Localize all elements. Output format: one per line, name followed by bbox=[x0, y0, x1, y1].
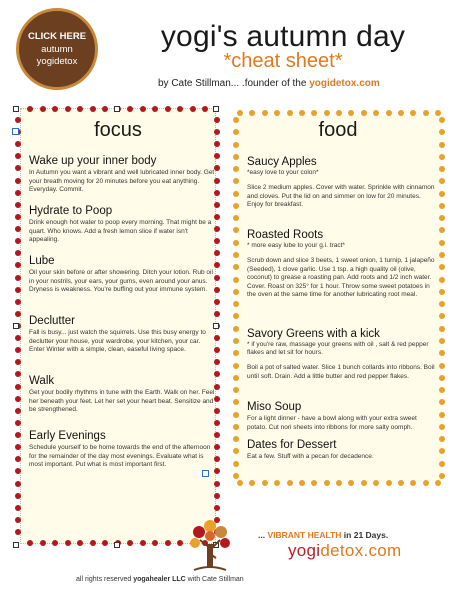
decorative-dot bbox=[214, 275, 220, 281]
decorative-dot bbox=[299, 110, 305, 116]
decorative-dot bbox=[77, 106, 83, 112]
decorative-dot bbox=[423, 110, 429, 116]
decorative-dot bbox=[214, 250, 220, 256]
decorative-dot bbox=[336, 480, 342, 486]
food-section bbox=[247, 228, 437, 300]
decorative-dot bbox=[439, 289, 445, 295]
decorative-dot bbox=[373, 480, 379, 486]
footer-logo-part1: yogi bbox=[288, 541, 321, 560]
decorative-dot bbox=[214, 287, 220, 293]
decorative-dot bbox=[439, 240, 445, 246]
focus-section bbox=[29, 314, 215, 355]
focus-heading: focus bbox=[94, 119, 142, 141]
decorative-dot bbox=[214, 141, 220, 147]
decorative-dot bbox=[214, 262, 220, 268]
decorative-dot bbox=[214, 493, 220, 499]
decorative-dot bbox=[233, 375, 239, 381]
decorative-dot bbox=[439, 473, 445, 479]
focus-section-title: Lube bbox=[29, 255, 55, 267]
food-section-title: Savory Greens with a kick bbox=[247, 328, 380, 340]
decorative-dot bbox=[214, 408, 220, 414]
decorative-dot bbox=[152, 540, 158, 546]
decorative-dot bbox=[15, 481, 21, 487]
decorative-dot bbox=[165, 106, 171, 112]
decorative-dot bbox=[214, 190, 220, 196]
decorative-dot bbox=[439, 350, 445, 356]
focus-section bbox=[29, 374, 215, 415]
decorative-dot bbox=[439, 461, 445, 467]
food-section-body: For a light dinner - have a bowl along with your extra sweet potato. Cut nori sheets into ribbons for more salty oomph. bbox=[247, 415, 417, 431]
resize-handle[interactable] bbox=[213, 106, 219, 112]
decorative-dot bbox=[233, 240, 239, 246]
decorative-dot bbox=[214, 481, 220, 487]
decorative-dot bbox=[233, 363, 239, 369]
food-section-body: Slice 2 medium apples. Cover with water. Sprinkle with cinnamon and cloves. Put the lid on and simmer on low for 20 minutes. Enjoy for breakfast. bbox=[247, 184, 435, 208]
resize-handle[interactable] bbox=[13, 542, 19, 548]
decorative-dot bbox=[15, 396, 21, 402]
byline-prefix: by Cate Stillman... .founder of the bbox=[158, 78, 310, 89]
food-section-body: Scrub down and slice 3 beets, 1 sweet onion, 1 turnip, 1 jalapeño (Seeded), 1 clove garlic. Use 1 tsp. a high quality oil (olive, coconut) to grease a roasting pan. Add roots and 1/2 inch water. Cover. Roast on 325° for 1 hour. Throw some sweet potatoes in the oven at the same time for another lubricating root meal. bbox=[247, 257, 435, 298]
focus-section-body: Drink enough hot water to poop every morning. That might be a quart. Who knows. Add a fresh lemon slice if water isn't appealing. bbox=[29, 219, 212, 243]
decorative-dot bbox=[177, 106, 183, 112]
decorative-dot bbox=[27, 540, 33, 546]
decorative-dot bbox=[127, 106, 133, 112]
focus-section-body: Fall is busy... just watch the squirrels. Use this busy energy to declutter your house, your wardrobe, your kitchen, your car. Enter Winter with a simple, clean, easeful living space. bbox=[29, 329, 206, 353]
badge-line-2: autumn bbox=[41, 44, 73, 55]
food-section bbox=[247, 438, 437, 462]
decorative-dot bbox=[52, 540, 58, 546]
decorative-dot bbox=[140, 540, 146, 546]
decorative-dot bbox=[439, 375, 445, 381]
byline bbox=[158, 78, 380, 89]
decorative-dot bbox=[439, 215, 445, 221]
focus-section-body: In Autumn you want a vibrant and well lubricated inner body. Get your breath moving for 20 minutes before you eat anything. Everyday. Commit. bbox=[29, 169, 215, 193]
decorative-dot bbox=[15, 117, 21, 123]
decorative-dot bbox=[233, 252, 239, 258]
decorative-dot bbox=[214, 311, 220, 317]
decorative-dot bbox=[233, 154, 239, 160]
resize-handle[interactable] bbox=[13, 323, 19, 329]
decorative-dot bbox=[386, 480, 392, 486]
decorative-dot bbox=[233, 338, 239, 344]
decorative-dot bbox=[214, 299, 220, 305]
focus-section-title: Early Evenings bbox=[29, 430, 106, 442]
food-section-title: Dates for Dessert bbox=[247, 439, 337, 451]
decorative-dot bbox=[249, 480, 255, 486]
decorative-dot bbox=[214, 456, 220, 462]
decorative-dot bbox=[435, 480, 441, 486]
decorative-dot bbox=[439, 129, 445, 135]
decorative-dot bbox=[214, 468, 220, 474]
decorative-dot bbox=[423, 480, 429, 486]
decorative-dot bbox=[15, 408, 21, 414]
decorative-dot bbox=[439, 252, 445, 258]
decorative-dot bbox=[15, 287, 21, 293]
decorative-dot bbox=[233, 203, 239, 209]
decorative-dot bbox=[214, 432, 220, 438]
decorative-dot bbox=[439, 117, 445, 123]
decorative-dot bbox=[15, 178, 21, 184]
decorative-dot bbox=[287, 110, 293, 116]
link-anchor-icon[interactable] bbox=[202, 470, 209, 477]
decorative-dot bbox=[15, 493, 21, 499]
decorative-dot bbox=[410, 480, 416, 486]
decorative-dot bbox=[214, 384, 220, 390]
decorative-dot bbox=[214, 226, 220, 232]
decorative-dot bbox=[439, 363, 445, 369]
focus-section-title: Hydrate to Poop bbox=[29, 205, 113, 217]
decorative-dot bbox=[439, 338, 445, 344]
decorative-dot bbox=[233, 277, 239, 283]
rights-suffix: with Cate Stillman bbox=[185, 576, 244, 583]
decorative-dot bbox=[15, 517, 21, 523]
decorative-dot bbox=[287, 480, 293, 486]
decorative-dot bbox=[439, 313, 445, 319]
food-section bbox=[247, 400, 437, 432]
decorative-dot bbox=[102, 540, 108, 546]
decorative-dot bbox=[214, 359, 220, 365]
decorative-dot bbox=[262, 110, 268, 116]
decorative-dot bbox=[214, 420, 220, 426]
decorative-dot bbox=[233, 461, 239, 467]
decorative-dot bbox=[127, 540, 133, 546]
resize-handle[interactable] bbox=[213, 323, 219, 329]
decorative-dot bbox=[233, 473, 239, 479]
page-title: yogi's autumn day bbox=[160, 20, 406, 53]
decorative-dot bbox=[15, 214, 21, 220]
decorative-dot bbox=[348, 480, 354, 486]
food-section-body: Eat a few. Stuff with a pecan for decadence. bbox=[247, 453, 374, 460]
footer-logo-part2: detox.com bbox=[320, 541, 402, 560]
food-section-body: Boil a pot of salted water. Slice 1 bunch collards into ribbons. Boil until soft. Drain. Add a little butter and red pepper flakes. bbox=[247, 364, 435, 380]
decorative-dot bbox=[262, 480, 268, 486]
decorative-dot bbox=[90, 540, 96, 546]
focus-section bbox=[29, 429, 215, 470]
decorative-dot bbox=[233, 326, 239, 332]
decorative-dot bbox=[214, 347, 220, 353]
badge-line-3: yogidetox bbox=[36, 56, 78, 67]
decorative-dot bbox=[65, 106, 71, 112]
decorative-dot bbox=[439, 301, 445, 307]
decorative-dot bbox=[15, 226, 21, 232]
decorative-dot bbox=[299, 480, 305, 486]
footer-tagline bbox=[258, 530, 388, 540]
focus-section bbox=[29, 204, 215, 245]
decorative-dot bbox=[324, 110, 330, 116]
byline-brand-link[interactable]: yogidetox.com bbox=[309, 78, 380, 89]
decorative-dot bbox=[233, 412, 239, 418]
footer-tagline-accent: VIBRANT HEALTH bbox=[267, 530, 342, 540]
decorative-dot bbox=[15, 311, 21, 317]
footer-tagline-suffix: in 21 Days. bbox=[341, 530, 389, 540]
decorative-dot bbox=[435, 110, 441, 116]
decorative-dot bbox=[361, 110, 367, 116]
decorative-dot bbox=[214, 165, 220, 171]
decorative-dot bbox=[214, 178, 220, 184]
food-section bbox=[247, 327, 437, 381]
decorative-dot bbox=[202, 106, 208, 112]
decorative-dot bbox=[40, 540, 46, 546]
food-section-subtitle: *easy love to your colon* bbox=[247, 169, 319, 176]
decorative-dot bbox=[15, 432, 21, 438]
decorative-dot bbox=[152, 106, 158, 112]
decorative-dot bbox=[214, 238, 220, 244]
decorative-dot bbox=[15, 299, 21, 305]
decorative-dot bbox=[214, 153, 220, 159]
decorative-dot bbox=[439, 424, 445, 430]
decorative-dot bbox=[439, 142, 445, 148]
focus-section-title: Walk bbox=[29, 375, 55, 387]
decorative-dot bbox=[237, 110, 243, 116]
food-section-title: Miso Soup bbox=[247, 401, 302, 413]
page-subtitle: *cheat sheet* bbox=[223, 50, 343, 72]
food-heading: food bbox=[318, 119, 358, 141]
decorative-dot bbox=[214, 202, 220, 208]
food-section-title: Roasted Roots bbox=[247, 229, 324, 241]
rights-prefix: all rights reserved bbox=[76, 576, 134, 583]
food-section-title: Saucy Apples bbox=[247, 156, 317, 168]
footer-tagline-prefix: ... bbox=[258, 530, 268, 540]
focus-section bbox=[29, 254, 215, 295]
autumn-tree-icon bbox=[186, 514, 234, 574]
decorative-dot bbox=[439, 154, 445, 160]
decorative-dot bbox=[214, 117, 220, 123]
decorative-dot bbox=[40, 106, 46, 112]
link-anchor-icon[interactable] bbox=[12, 128, 19, 135]
decorative-dot bbox=[336, 110, 342, 116]
rights-notice bbox=[76, 576, 244, 583]
food-section-subtitle: * more easy lube to your g.i. tract* bbox=[247, 242, 345, 249]
decorative-dot bbox=[77, 540, 83, 546]
decorative-dot bbox=[177, 540, 183, 546]
decorative-dot bbox=[439, 448, 445, 454]
decorative-dot bbox=[15, 202, 21, 208]
decorative-dot bbox=[15, 384, 21, 390]
decorative-dot bbox=[439, 399, 445, 405]
food-panel bbox=[235, 115, 441, 481]
decorative-dot bbox=[140, 106, 146, 112]
decorative-dot bbox=[233, 289, 239, 295]
decorative-dot bbox=[439, 277, 445, 283]
decorative-dot bbox=[439, 412, 445, 418]
decorative-dot bbox=[274, 480, 280, 486]
decorative-dot bbox=[165, 540, 171, 546]
decorative-dot bbox=[214, 444, 220, 450]
decorative-dot bbox=[439, 436, 445, 442]
focus-panel bbox=[20, 108, 216, 544]
decorative-dot bbox=[311, 480, 317, 486]
decorative-dot bbox=[439, 264, 445, 270]
decorative-dot bbox=[15, 190, 21, 196]
decorative-dot bbox=[233, 117, 239, 123]
decorative-dot bbox=[15, 529, 21, 535]
resize-handle[interactable] bbox=[114, 542, 120, 548]
decorative-dot bbox=[90, 106, 96, 112]
click-here-badge[interactable] bbox=[16, 8, 98, 90]
decorative-dot bbox=[233, 424, 239, 430]
decorative-dot bbox=[237, 480, 243, 486]
focus-section-body: Get your bodily rhythms in tune with the Earth. Walk on her. Feel her beneath your feet. Let her set your heart beat. Sensitize and be strengthened. bbox=[29, 389, 215, 413]
focus-section-body: Schedule yourself to be home towards the end of the afternoon for the remainder of the day most evenings. Evaluate what is most important. Put what is most important first. bbox=[29, 444, 211, 468]
rights-brand: yogahealer LLC bbox=[133, 576, 186, 583]
decorative-dot bbox=[190, 106, 196, 112]
decorative-dot bbox=[439, 166, 445, 172]
decorative-dot bbox=[15, 505, 21, 511]
decorative-dot bbox=[214, 396, 220, 402]
decorative-dot bbox=[214, 505, 220, 511]
food-section bbox=[247, 155, 437, 210]
focus-section-title: Declutter bbox=[29, 315, 76, 327]
food-section-subtitle: * if you're raw, massage your greens with oil , salt & red pepper flakes and let sit for hours. bbox=[247, 341, 429, 356]
decorative-dot bbox=[439, 387, 445, 393]
decorative-dot bbox=[439, 203, 445, 209]
focus-section-body: Oil your skin before or after showering. Ditch your lotion. Rub oil in your nostrils, your ears, your gums, even around your anus. Dryness is weakness. You're buffing out your immune system. bbox=[29, 269, 213, 293]
decorative-dot bbox=[65, 540, 71, 546]
decorative-dot bbox=[439, 227, 445, 233]
decorative-dot bbox=[398, 480, 404, 486]
decorative-dot bbox=[233, 191, 239, 197]
decorative-dot bbox=[361, 480, 367, 486]
decorative-dot bbox=[214, 335, 220, 341]
decorative-dot bbox=[102, 106, 108, 112]
decorative-dot bbox=[398, 110, 404, 116]
decorative-dot bbox=[439, 191, 445, 197]
footer-logo-link[interactable] bbox=[288, 541, 402, 561]
decorative-dot bbox=[15, 275, 21, 281]
decorative-dot bbox=[439, 326, 445, 332]
decorative-dot bbox=[214, 129, 220, 135]
decorative-dot bbox=[233, 142, 239, 148]
resize-handle[interactable] bbox=[13, 106, 19, 112]
decorative-dot bbox=[52, 106, 58, 112]
decorative-dot bbox=[386, 110, 392, 116]
decorative-dot bbox=[324, 480, 330, 486]
decorative-dot bbox=[15, 420, 21, 426]
focus-section bbox=[29, 154, 215, 195]
decorative-dot bbox=[27, 106, 33, 112]
decorative-dot bbox=[439, 178, 445, 184]
resize-handle[interactable] bbox=[114, 106, 120, 112]
decorative-dot bbox=[214, 214, 220, 220]
decorative-dot bbox=[214, 371, 220, 377]
badge-cta[interactable]: CLICK HERE bbox=[27, 31, 87, 42]
focus-section-title: Wake up your inner body bbox=[29, 155, 157, 167]
